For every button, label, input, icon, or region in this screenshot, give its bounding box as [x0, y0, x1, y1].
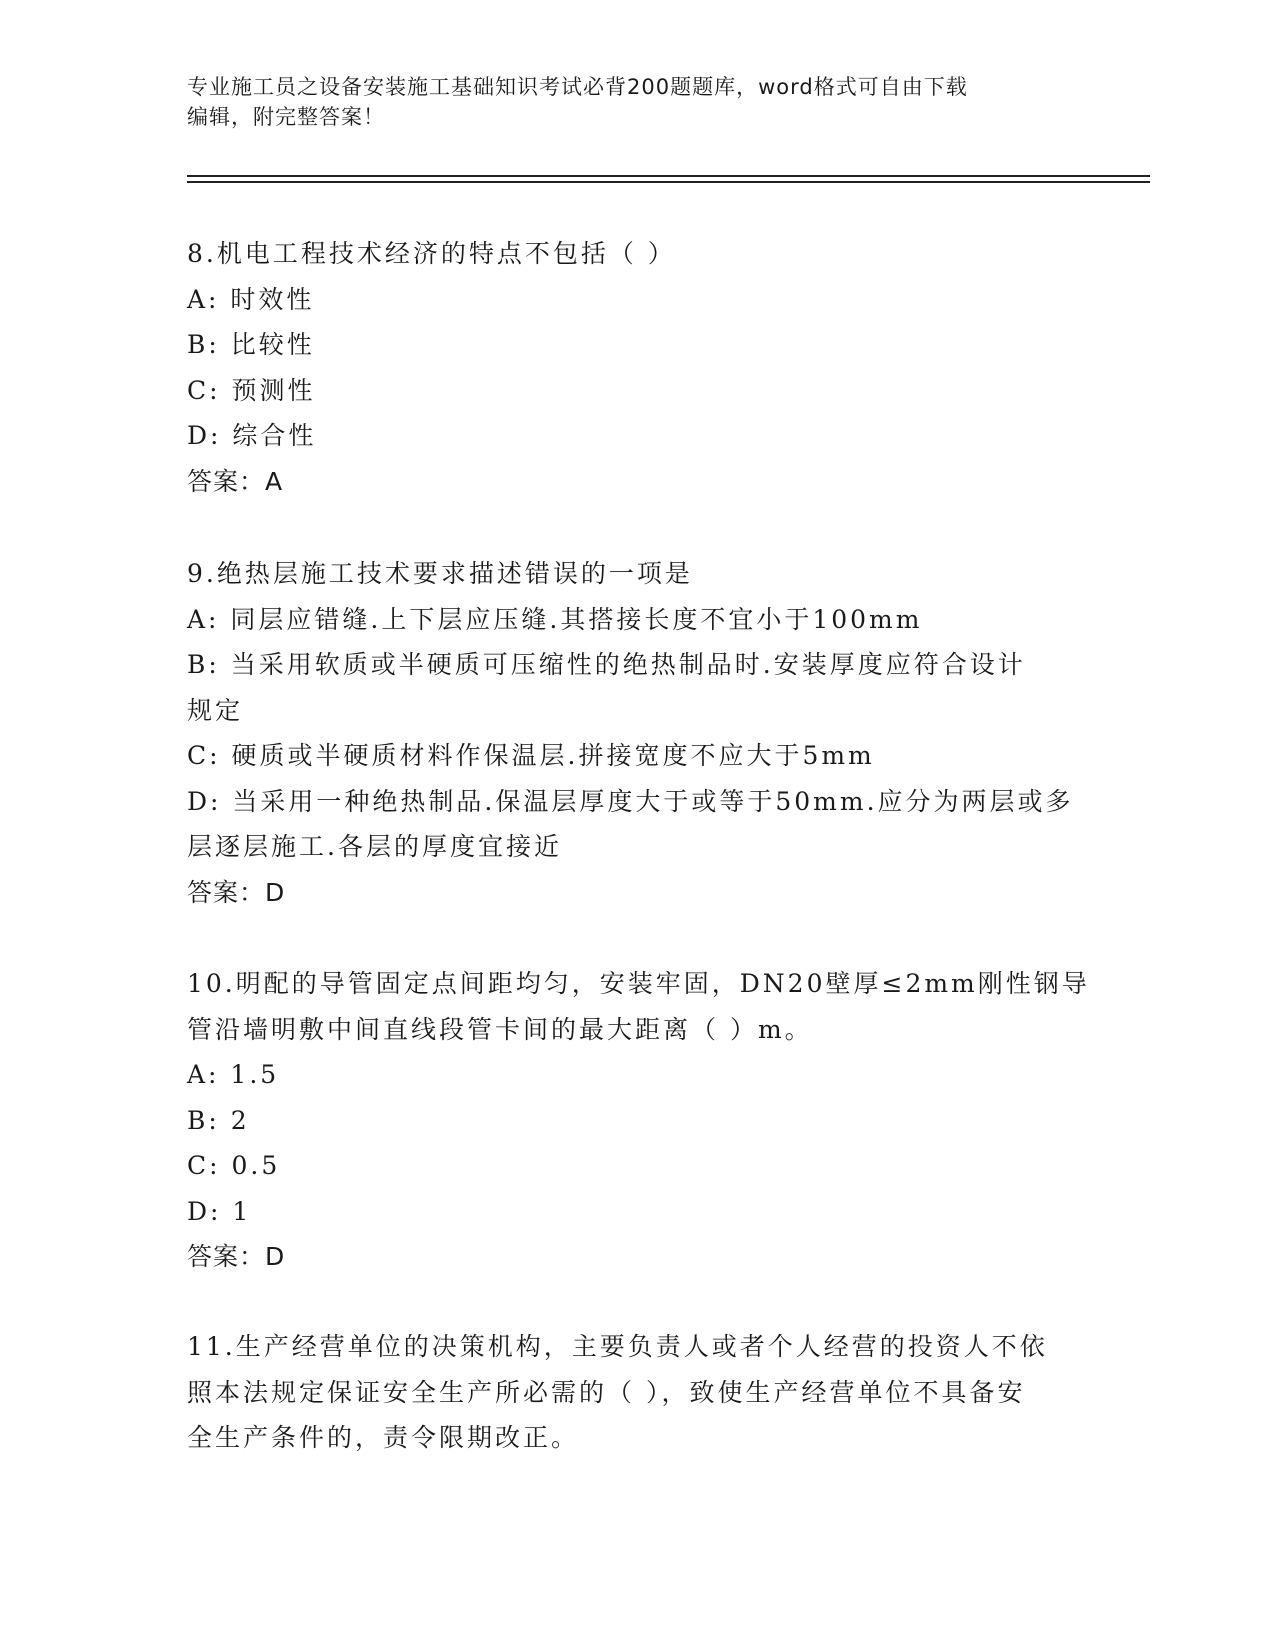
document-header [187, 72, 1087, 132]
question-stem: 9.绝热层施工技术要求描述错误的一项是 [187, 559, 693, 588]
answer-line: 答案：D [187, 877, 286, 907]
option-d: D: 当采用一种绝热制品.保温层厚度大于或等于50mm.应分为两层或多 [187, 786, 1074, 816]
header-divider-bottom [187, 181, 1150, 183]
question-11 [187, 1324, 1087, 1461]
option-b: B: 当采用软质或半硬质可压缩性的绝热制品时.安装厚度应符合设计 [187, 650, 1026, 679]
answer-line: 答案：A [187, 466, 284, 496]
option-a: A: 时效性 [187, 284, 315, 314]
question-9 [187, 551, 1087, 915]
option-c: C: 预测性 [187, 375, 316, 405]
question-stem-continued: 全生产条件的，责令限期改正。 [187, 1423, 580, 1452]
question-stem: 8.机电工程技术经济的特点不包括（ ） [187, 239, 676, 268]
answer-line: 答案：D [187, 1242, 286, 1271]
option-d: D: 1 [187, 1196, 252, 1226]
option-d-continued: 层逐层施工.各层的厚度宜接近 [187, 832, 562, 861]
option-b-continued: 规定 [187, 695, 244, 725]
option-c: C: 0.5 [187, 1151, 281, 1180]
question-stem-continued: 管沿墙明敷中间直线段管卡间的最大距离（ ）m。 [187, 1014, 813, 1044]
option-b: B: 2 [187, 1105, 250, 1135]
question-8 [187, 231, 1087, 504]
header-line-1: 专业施工员之设备安装施工基础知识考试必背200题题库，word格式可自由下载 [187, 75, 968, 99]
header-line-2: 编辑，附完整答案！ [187, 105, 385, 129]
question-10 [187, 961, 1090, 1280]
option-a: A: 1.5 [187, 1060, 280, 1089]
option-a: A: 同层应错缝.上下层应压缝.其搭接长度不宜小于100mm [187, 604, 923, 634]
option-c: C: 硬质或半硬质材料作保温层.拼接宽度不应大于5mm [187, 741, 875, 770]
header-divider-top [187, 175, 1150, 177]
option-d: D: 综合性 [187, 421, 317, 450]
question-stem: 11.生产经营单位的决策机构，主要负责人或者个人经营的投资人不依 [187, 1332, 1048, 1361]
question-stem-continued: 照本法规定保证安全生产所必需的（ ），致使生产经营单位不具备安 [187, 1377, 1026, 1407]
option-b: B: 比较性 [187, 330, 315, 359]
question-stem: 10.明配的导管固定点间距均匀，安装牢固，DN20壁厚≤2mm刚性钢导 [187, 969, 1090, 998]
